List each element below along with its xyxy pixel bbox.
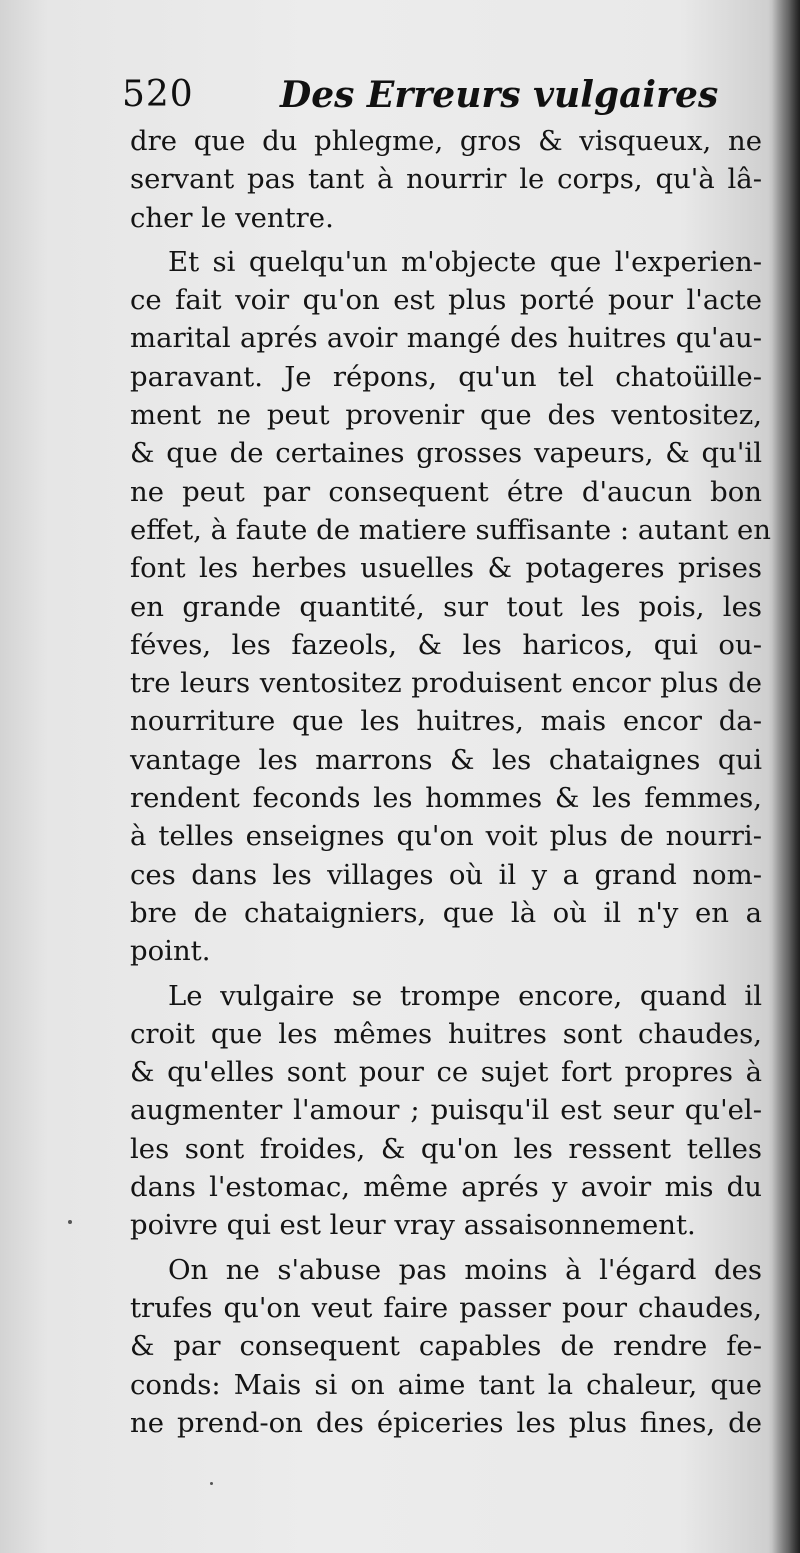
body-text: [130, 122, 771, 1442]
text-line: poivre qui est leur vray assaisonnement.: [130, 1209, 696, 1242]
ink-speck: [210, 1482, 213, 1485]
text-line: marital aprés avoir mangé des huitres qu'au-: [130, 322, 762, 355]
text-line: & qu'elles sont pour ce sujet fort propres à: [130, 1056, 762, 1089]
ink-speck: [68, 1220, 72, 1224]
text-line: On ne s'abuse pas moins à l'égard des: [168, 1253, 762, 1286]
paragraph: [130, 122, 762, 237]
text-line: ment ne peut provenir que des ventositez,: [130, 399, 762, 432]
text-line: tre leurs ventositez produisent encor plus de: [130, 667, 762, 700]
text-line: font les herbes usuelles & potageres prises: [130, 552, 762, 585]
text-line: Et si quelqu'un m'objecte que l'experien-: [168, 245, 762, 278]
text-line: paravant. Je répons, qu'un tel chatoüille-: [130, 360, 762, 393]
text-line: à telles enseignes qu'on voit plus de nourri-: [130, 820, 762, 853]
text-line: ne peut par consequent étre d'aucun bon: [130, 475, 762, 508]
text-line: vantage les marrons & les chataignes qui: [130, 743, 762, 776]
text-line: rendent feconds les hommes & les femmes,: [130, 782, 762, 815]
text-line: & que de certaines grosses vapeurs, & qu'il: [130, 437, 762, 470]
paragraph: [130, 1251, 762, 1442]
text-line: dre que du phlegme, gros & visqueux, ne: [130, 125, 762, 157]
paragraph: [130, 243, 771, 971]
page-number: 520: [122, 74, 194, 115]
running-head: [122, 70, 762, 126]
text-line: Le vulgaire se trompe encore, quand il: [168, 979, 762, 1012]
text-line: ce fait voir qu'on est plus porté pour l'acte: [130, 284, 762, 317]
text-line: trufes qu'on veut faire passer pour chaudes,: [130, 1291, 762, 1324]
paragraph: [130, 977, 762, 1245]
text-line: croit que les mêmes huitres sont chaudes,: [130, 1017, 762, 1050]
text-line: augmenter l'amour ; puisqu'il est seur qu'el-: [130, 1094, 762, 1127]
text-line: en grande quantité, sur tout les pois, les: [130, 590, 762, 623]
text-line: féves, les fazeols, & les haricos, qui ou-: [130, 628, 762, 661]
text-line: effet, à faute de matiere suffisante : autant en: [130, 513, 771, 546]
text-line: nourriture que les huitres, mais encor da-: [130, 705, 762, 738]
text-line: cher le ventre.: [130, 201, 334, 234]
text-line: & par consequent capables de rendre fe-: [130, 1330, 762, 1363]
text-line: dans l'estomac, même aprés y avoir mis du: [130, 1171, 762, 1204]
text-line: servant pas tant à nourrir le corps, qu'à lâ-: [130, 163, 762, 196]
text-line: conds: Mais si on aime tant la chaleur, que: [130, 1368, 762, 1401]
text-line: ces dans les villages où il y a grand nom-: [130, 858, 762, 891]
text-line: bre de chataigniers, que là où il n'y en a: [130, 896, 762, 929]
running-title: Des Erreurs vulgaires: [280, 74, 719, 116]
text-line: les sont froides, & qu'on les ressent telles: [130, 1132, 762, 1165]
text-line: ne prend-on des épiceries les plus fines, de: [130, 1406, 762, 1439]
text-line: point.: [130, 935, 211, 968]
page-edge-shadow: [772, 0, 800, 1553]
